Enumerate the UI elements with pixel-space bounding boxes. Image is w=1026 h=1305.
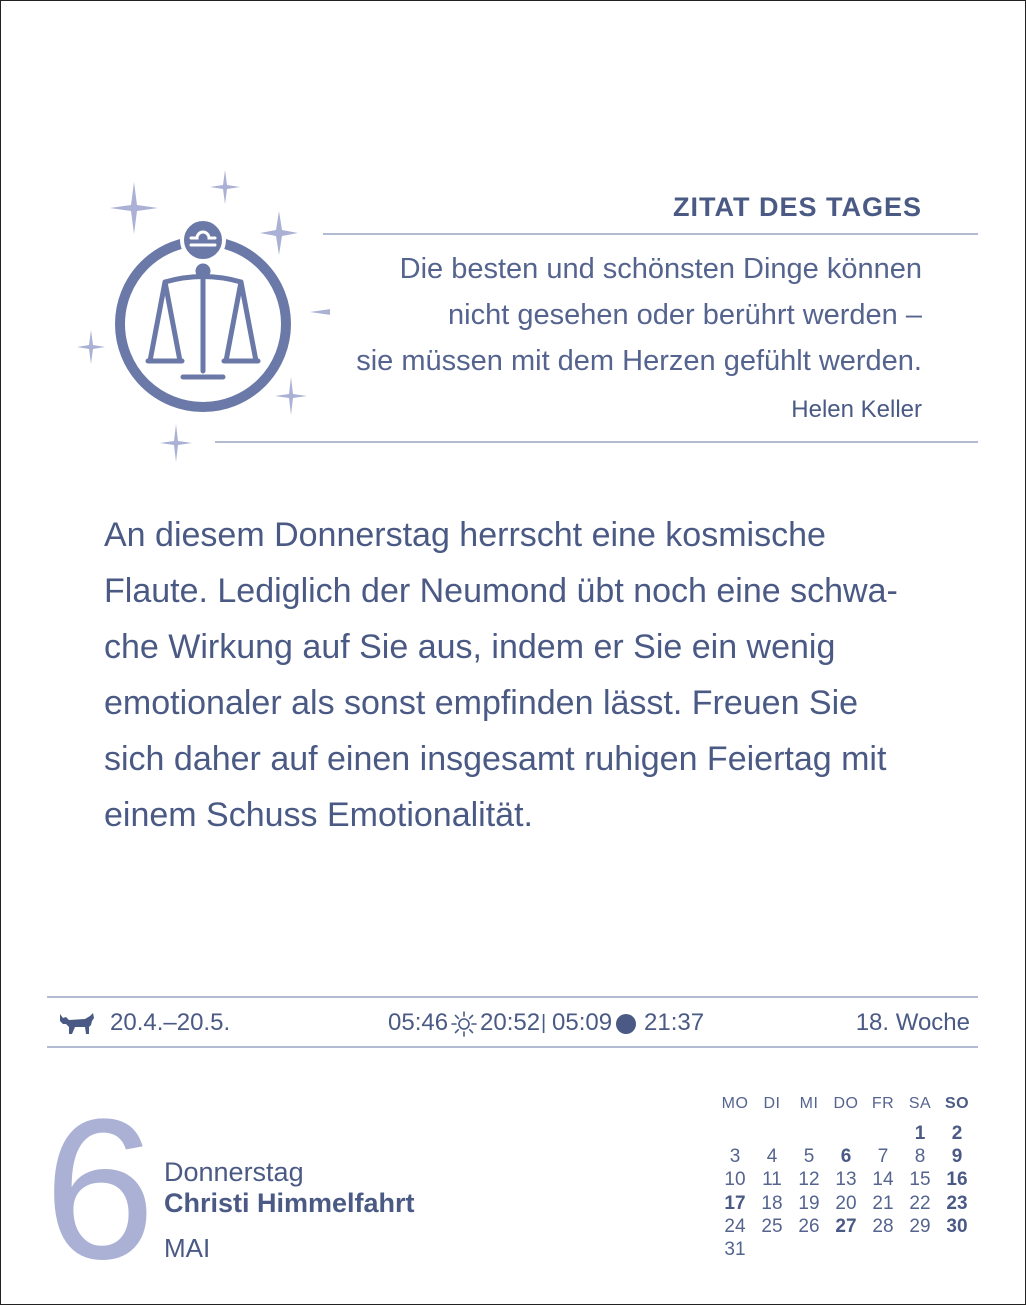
calendar-day: 23 xyxy=(946,1192,968,1214)
calendar-day: 24 xyxy=(724,1215,746,1237)
calendar-day: 22 xyxy=(909,1192,931,1214)
quote-title: ZITAT DES TAGES xyxy=(673,192,922,222)
calendar-day: 27 xyxy=(835,1215,857,1237)
sunset-time: 20:52 xyxy=(480,1009,541,1036)
divider-quote-bottom xyxy=(215,441,978,443)
month-label: MAI xyxy=(164,1233,211,1263)
calendar-day: 13 xyxy=(835,1169,857,1191)
calendar-day: 4 xyxy=(766,1146,778,1168)
calendar-header: SA xyxy=(908,1095,932,1112)
calendar-day: 14 xyxy=(872,1169,894,1191)
calendar-day: 8 xyxy=(914,1146,926,1168)
new-moon-icon xyxy=(614,1012,638,1036)
calendar-day: 18 xyxy=(761,1192,783,1214)
calendar-day: 16 xyxy=(946,1169,968,1191)
holiday-label: Christi Himmelfahrt xyxy=(164,1188,415,1218)
calendar-day: 29 xyxy=(909,1215,931,1237)
calendar-day: 28 xyxy=(872,1215,894,1237)
sunrise-time: 05:46 xyxy=(388,1009,449,1036)
quote-line-1: Die besten und schönsten Dinge können xyxy=(399,253,922,285)
zodiac-range: 20.4.–20.5. xyxy=(110,1009,231,1036)
calendar-header: MI xyxy=(799,1095,819,1112)
quote-author: Helen Keller xyxy=(791,396,922,423)
calendar-day: 3 xyxy=(729,1146,741,1168)
body-line-1: An diesem Donnerstag herrscht eine kosmische xyxy=(104,516,826,554)
mini-calendar xyxy=(717,1095,977,1265)
body-line-4: emotionaler als sonst empfinden lässt. Freuen Sie xyxy=(104,684,859,722)
quote-line-3: sie müssen mit dem Herzen gefühlt werden. xyxy=(356,345,922,377)
divider-info-bottom xyxy=(47,1046,978,1048)
calendar-day: 19 xyxy=(798,1192,820,1214)
calendar-header: FR xyxy=(871,1095,895,1112)
calendar-day: 7 xyxy=(877,1146,889,1168)
libra-icon xyxy=(182,219,224,261)
body-line-3: che Wirkung auf Sie aus, indem er Sie ein wenig xyxy=(104,628,836,666)
body-line-2: Flaute. Lediglich der Neumond übt noch eine schwa- xyxy=(104,572,898,610)
calendar-day: 5 xyxy=(803,1146,815,1168)
calendar-day: 30 xyxy=(946,1215,968,1237)
week-number: 18. Woche xyxy=(855,1009,970,1036)
calendar-day: 12 xyxy=(798,1169,820,1191)
calendar-day: 9 xyxy=(951,1146,963,1168)
calendar-header: DO xyxy=(833,1095,859,1112)
calendar-header: SO xyxy=(944,1095,970,1112)
calendar-day: 11 xyxy=(762,1169,782,1191)
calendar-day: 21 xyxy=(872,1192,894,1214)
quote-line-2: nicht gesehen oder berührt werden – xyxy=(448,299,922,331)
body-line-6: einem Schuss Emotionalität. xyxy=(104,796,533,834)
divider-info-top xyxy=(47,996,978,998)
calendar-header: MO xyxy=(721,1095,749,1112)
calendar-header: DI xyxy=(763,1095,781,1112)
calendar-day: 25 xyxy=(761,1215,783,1237)
info-separator: | xyxy=(541,1012,547,1034)
weekday-label: Donnerstag xyxy=(164,1157,304,1187)
calendar-day: 2 xyxy=(951,1123,963,1144)
calendar-day: 6 xyxy=(840,1146,852,1168)
moonrise-time: 05:09 xyxy=(552,1009,613,1036)
day-number: 6 xyxy=(44,1078,156,1301)
calendar-day: 20 xyxy=(835,1192,857,1214)
calendar-day: 17 xyxy=(724,1192,746,1214)
calendar-day: 26 xyxy=(798,1215,820,1237)
bull-icon xyxy=(57,1010,97,1036)
divider-quote-top xyxy=(323,233,978,235)
body-line-5: sich daher auf einen insgesamt ruhigen Feiertag mit xyxy=(104,740,887,778)
sun-icon xyxy=(451,1011,477,1037)
calendar-day: 10 xyxy=(724,1169,746,1191)
calendar-day: 31 xyxy=(724,1239,746,1260)
zodiac-emblem xyxy=(70,165,330,465)
calendar-day: 15 xyxy=(909,1169,931,1191)
scales-icon xyxy=(148,266,258,377)
moonset-time: 21:37 xyxy=(644,1009,705,1036)
calendar-day: 1 xyxy=(914,1123,926,1144)
